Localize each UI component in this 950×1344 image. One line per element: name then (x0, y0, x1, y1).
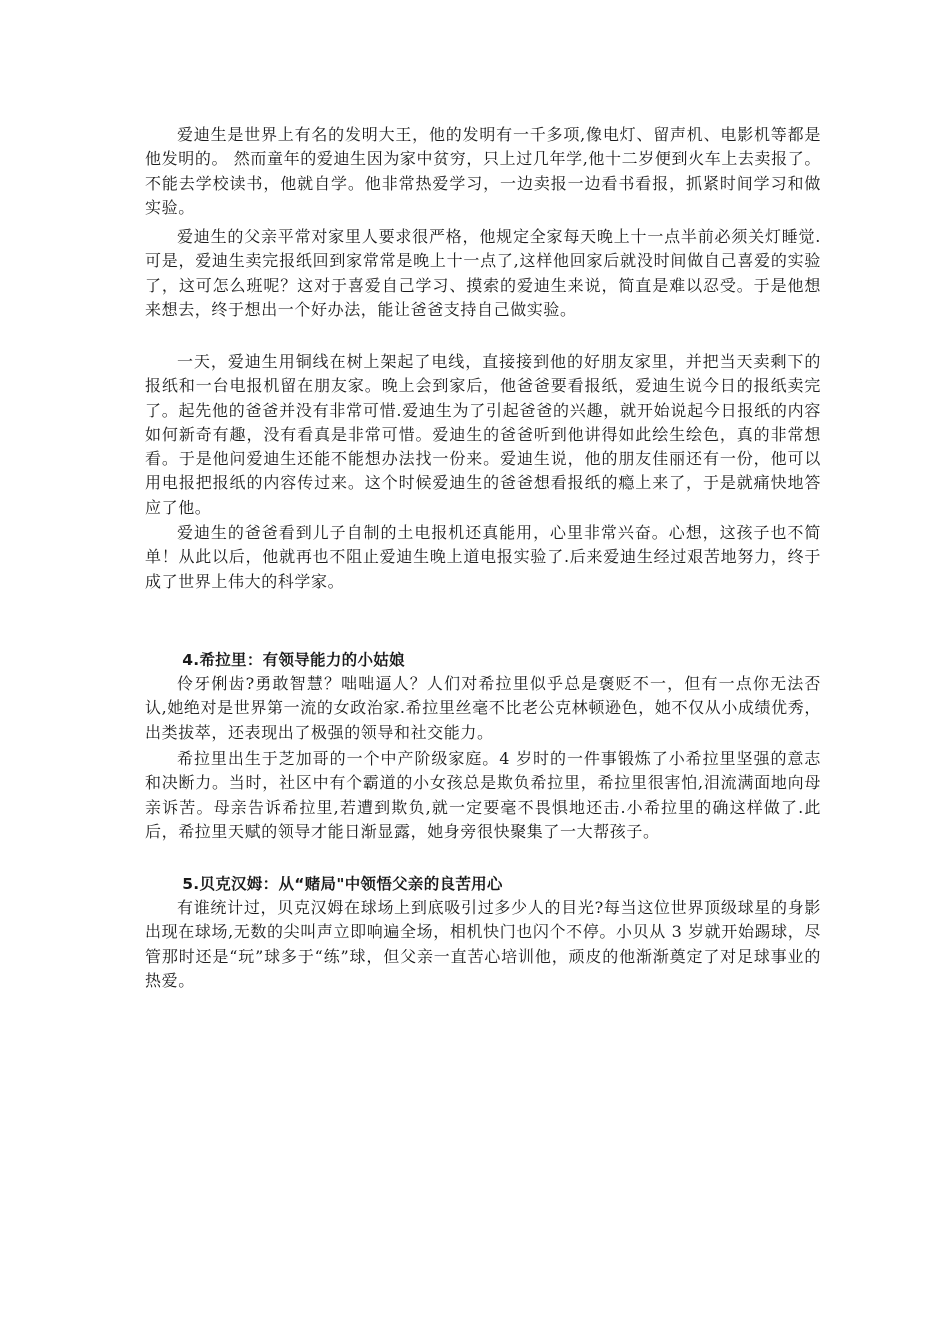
section-heading-beckham: 5.贝克汉姆：从“赌局"中领悟父亲的良苦用心 (182, 875, 503, 893)
paragraph-hillary-intro: 伶牙俐齿?勇敢智慧？咄咄逼人？人们对希拉里似乎总是褒贬不一，但有一点你无法否认,她绝对是世界第一流的女政治家.希拉里丝毫不比老公克林顿逊色，她不仅从小成绩优秀，出类拔萃，还表现出了极强的领导和社交能力。 (145, 674, 821, 742)
paragraph-edison-intro: 爱迪生是世界上有名的发明大王，他的发明有一千多项,像电灯、留声机、电影机等都是他发明的。 然而童年的爱迪生因为家中贫穷，只上过几年学,他十二岁便到火车上去卖报了。不能去学校读书，他就自学。他非常热爱学习，一边卖报一边看书看报，抓紧时间学习和做实验。 (145, 125, 821, 217)
paragraph-edison-father-rules: 爱迪生的父亲平常对家里人要求很严格，他规定全家每天晚上十一点半前必须关灯睡觉.可是，爱迪生卖完报纸回到家常常是晚上十一点了,这样他回家后就没时间做自己喜爱的实验了，这可怎么班呢？这对于喜爱自己学习、摸索的爱迪生来说，简直是难以忍受。于是他想来想去，终于想出一个好办法，能让爸爸支持自己做实验。 (145, 227, 821, 319)
paragraph-edison-telegraph: 一天，爱迪生用铜线在树上架起了电线，直接接到他的好朋友家里，并把当天卖剩下的报纸和一台电报机留在朋友家。晚上会到家后，他爸爸要看报纸，爱迪生说今日的报纸卖完了。起先他的爸爸并没有非常可惜.爱迪生为了引起爸爸的兴趣，就开始说起今日报纸的内容如何新奇有趣，没有看真是非常可惜。爱迪生的爸爸听到他讲得如此绘生绘色，真的非常想看。于是他问爱迪生还能不能想办法找一份来。爱迪生说，他的朋友佳丽还有一份，他可以用电报把报纸的内容传过来。这个时候爱迪生的爸爸想看报纸的瘾上来了，于是就痛快地答应了他。 (145, 352, 821, 517)
paragraph-hillary-childhood: 希拉里出生于芝加哥的一个中产阶级家庭。4 岁时的一件事锻炼了小希拉里坚强的意志和决断力。当时，社区中有个霸道的小女孩总是欺负希拉里，希拉里很害怕,泪流满面地向母亲诉苦。母亲告诉希拉里,若遭到欺负,就一定要毫不畏惧地还击.小希拉里的确这样做了.此后，希拉里天赋的领导才能日渐显露，她身旁很快聚集了一大帮孩子。 (145, 749, 821, 841)
paragraph-edison-conclusion: 爱迪生的爸爸看到儿子自制的土电报机还真能用，心里非常兴奋。心想，这孩子也不简单！从此以后，他就再也不阻止爱迪生晚上道电报实验了.后来爱迪生经过艰苦地努力，终于成了世界上伟大的科学家。 (145, 523, 821, 591)
section-heading-hillary: 4.希拉里：有领导能力的小姑娘 (182, 651, 405, 669)
paragraph-beckham-intro: 有谁统计过，贝克汉姆在球场上到底吸引过多少人的目光?每当这位世界顶级球星的身影出现在球场,无数的尖叫声立即响遍全场，相机快门也闪个不停。小贝从 3 岁就开始踢球，尽管那时还是“玩”球多于“练”球，但父亲一直苦心培训他，顽皮的他渐渐奠定了对足球事业的热爱。 (145, 898, 821, 990)
